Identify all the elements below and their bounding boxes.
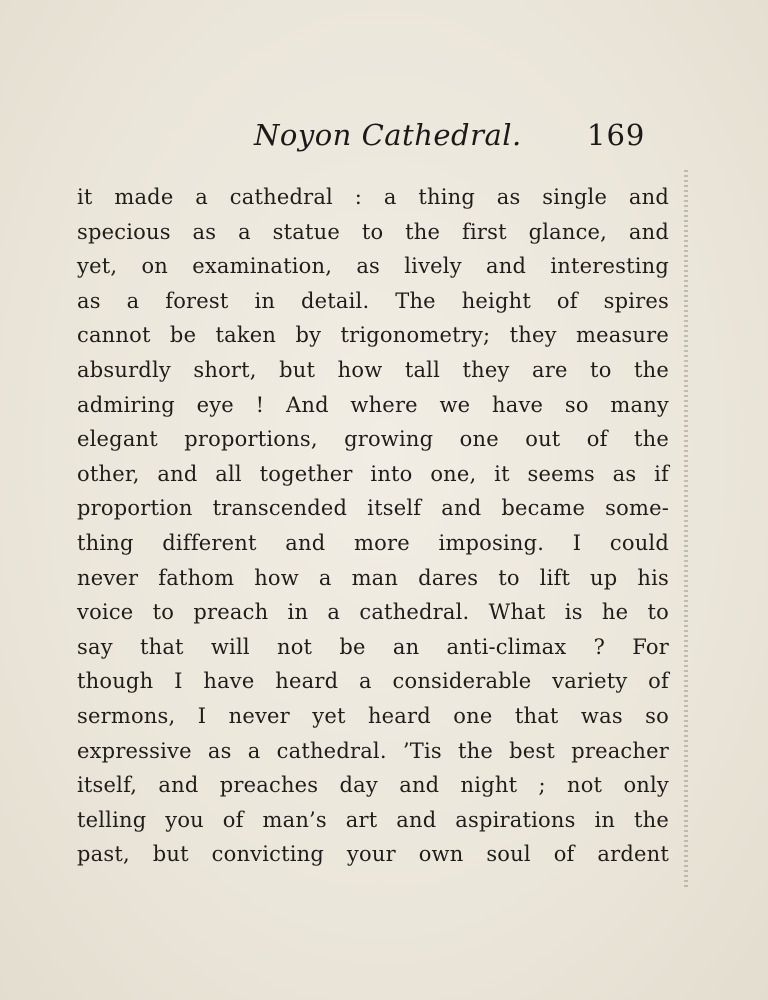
text-line: as a forest in detail. The height of spires [77, 288, 669, 313]
text-line: though I have heard a considerable variety of [77, 669, 669, 694]
text-line: specious as a statue to the first glance, and [77, 219, 669, 244]
text-line: it made a cathedral : a thing as single and [77, 185, 669, 209]
page-edge-shadow [684, 170, 688, 890]
text-line: say that will not be an anti-climax ? For [77, 634, 669, 659]
text-line: other, and all together into one, it seems as if [77, 461, 669, 486]
text-line: sermons, I never yet heard one that was so [77, 703, 669, 728]
text-line: thing different and more imposing. I could [77, 530, 669, 555]
text-line: proportion transcended itself and became some- [77, 496, 669, 521]
text-line: cannot be taken by trigonometry; they measure [77, 323, 669, 348]
text-line: past, but convicting your own soul of ardent [77, 842, 669, 867]
text-line: elegant proportions, growing one out of the [77, 427, 669, 452]
text-line: yet, on examination, as lively and interesting [77, 254, 669, 279]
text-line: never fathom how a man dares to lift up his [77, 565, 669, 590]
text-line: voice to preach in a cathedral. What is he to [77, 600, 669, 625]
body-text [77, 180, 669, 872]
text-line: admiring eye ! And where we have so many [77, 392, 669, 417]
text-line: itself, and preaches day and night ; not only [77, 773, 669, 798]
chapter-title: Noyon Cathedral. [254, 118, 522, 152]
running-head [0, 118, 768, 162]
text-line: expressive as a cathedral. ’Tis the best preacher [77, 738, 669, 763]
text-line: telling you of man’s art and aspirations in the [77, 807, 669, 832]
text-line: absurdly short, but how tall they are to the [77, 357, 669, 382]
page-number: 169 [587, 118, 646, 152]
